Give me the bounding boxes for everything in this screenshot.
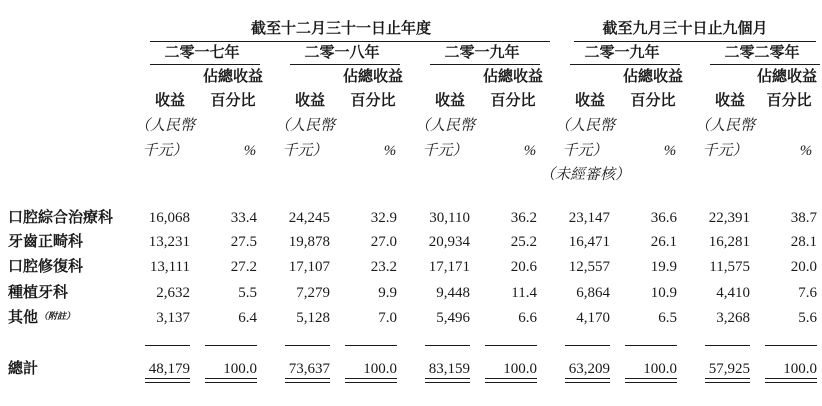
revenue-header: 收益 bbox=[294, 93, 325, 109]
table-cell: 32.9 bbox=[370, 210, 397, 226]
table-cell: 19,878 bbox=[288, 234, 330, 250]
total-double-rule bbox=[625, 378, 677, 383]
table-cell: 10.9 bbox=[650, 285, 677, 301]
row-label-text: 口腔修復科 bbox=[8, 259, 84, 275]
pct-header: 百分比 bbox=[210, 93, 256, 109]
unit-percent: % bbox=[663, 143, 677, 159]
subtotal-rule bbox=[705, 345, 750, 346]
subtotal-rule bbox=[765, 345, 817, 346]
pct-header: 佔總收益 bbox=[756, 69, 817, 85]
table-cell: 16,281 bbox=[708, 234, 750, 250]
table-cell: 7,279 bbox=[296, 285, 330, 301]
pct-header: 佔總收益 bbox=[482, 69, 543, 85]
pct-header: 百分比 bbox=[350, 93, 396, 109]
unaudited-note: （未經審核） bbox=[539, 167, 630, 183]
pct-header: 佔總收益 bbox=[342, 69, 403, 85]
table-cell: 20.0 bbox=[790, 259, 817, 275]
pct-header: 佔總收益 bbox=[622, 69, 683, 85]
revenue-header: 收益 bbox=[714, 93, 745, 109]
table-cell: 27.5 bbox=[230, 234, 257, 250]
table-cell: 17,107 bbox=[288, 259, 330, 275]
table-cell: 100.0 bbox=[643, 361, 677, 377]
subtotal-rule bbox=[565, 345, 610, 346]
table-cell: 30,110 bbox=[429, 210, 470, 226]
unit-rmb: （人民幣 bbox=[134, 118, 195, 134]
table-cell: 7.6 bbox=[798, 285, 817, 301]
table-cell: 100.0 bbox=[503, 361, 537, 377]
period-header-year-end: 截至十二月三十一日止年度 bbox=[250, 21, 431, 37]
pct-header: 百分比 bbox=[630, 93, 676, 109]
table-cell: 36.6 bbox=[650, 210, 677, 226]
table-cell: 24,245 bbox=[288, 210, 330, 226]
subtotal-rule bbox=[425, 345, 470, 346]
row-label bbox=[8, 283, 68, 303]
total-double-rule bbox=[345, 378, 397, 383]
unit-thousand: 千元） bbox=[422, 143, 468, 159]
table-cell: 19.9 bbox=[650, 259, 677, 275]
table-cell: 5.5 bbox=[238, 285, 257, 301]
table-cell: 20,934 bbox=[428, 234, 470, 250]
table-cell: 20.6 bbox=[510, 259, 537, 275]
unit-thousand: 千元） bbox=[142, 143, 188, 159]
unit-thousand: 千元） bbox=[282, 143, 328, 159]
table-cell: 22,391 bbox=[708, 210, 750, 226]
table-cell: 36.2 bbox=[510, 210, 537, 226]
table-cell: 100.0 bbox=[223, 361, 257, 377]
table-cell: 63,209 bbox=[568, 361, 610, 377]
table-cell: 6.6 bbox=[518, 310, 537, 326]
subtotal-rule bbox=[285, 345, 330, 346]
total-double-rule bbox=[765, 378, 817, 383]
unit-rmb: （人民幣 bbox=[274, 118, 335, 134]
row-label-text: 總計 bbox=[8, 361, 39, 377]
table-cell: 23,147 bbox=[568, 210, 610, 226]
revenue-header: 收益 bbox=[574, 93, 605, 109]
table-cell: 16,471 bbox=[568, 234, 610, 250]
year-header: 二零一八年 bbox=[304, 45, 380, 61]
table-cell: 6.4 bbox=[238, 310, 257, 326]
row-label-text: 其他 bbox=[8, 310, 39, 326]
table-cell: 25.2 bbox=[510, 234, 537, 250]
row-label-text: 牙齒正畸科 bbox=[8, 234, 84, 250]
table-cell: 27.2 bbox=[230, 259, 257, 275]
year-rule bbox=[430, 64, 540, 65]
subtotal-rule bbox=[345, 345, 397, 346]
year-rule bbox=[570, 64, 680, 65]
unit-percent: % bbox=[799, 143, 813, 159]
pct-header: 百分比 bbox=[490, 93, 536, 109]
table-cell: 26.1 bbox=[650, 234, 677, 250]
table-cell: 17,171 bbox=[428, 259, 470, 275]
table-cell: 3,137 bbox=[156, 310, 190, 326]
table-cell: 48,179 bbox=[148, 361, 190, 377]
table-cell: 5,496 bbox=[436, 310, 470, 326]
pct-header: 百分比 bbox=[766, 93, 812, 109]
row-label bbox=[8, 232, 83, 252]
total-label bbox=[8, 359, 38, 379]
table-cell: 11.4 bbox=[511, 285, 537, 301]
table-cell: 100.0 bbox=[363, 361, 397, 377]
table-cell: 57,925 bbox=[708, 361, 750, 377]
table-cell: 100.0 bbox=[783, 361, 817, 377]
table-cell: 6,864 bbox=[576, 285, 610, 301]
total-double-rule bbox=[425, 378, 470, 383]
table-cell: 6.5 bbox=[658, 310, 677, 326]
table-cell: 4,410 bbox=[716, 285, 750, 301]
unit-thousand: 千元） bbox=[702, 143, 748, 159]
period-rule-nine-months bbox=[574, 41, 816, 42]
unit-percent: % bbox=[243, 143, 257, 159]
table-cell: 9.9 bbox=[378, 285, 397, 301]
table-cell: 28.1 bbox=[790, 234, 817, 250]
table-cell: 9,448 bbox=[436, 285, 470, 301]
total-double-rule bbox=[205, 378, 257, 383]
row-note: （附註） bbox=[39, 311, 76, 321]
table-cell: 5,128 bbox=[296, 310, 330, 326]
total-double-rule bbox=[285, 378, 330, 383]
unit-rmb: （人民幣 bbox=[414, 118, 475, 134]
pct-header: 佔總收益 bbox=[202, 69, 263, 85]
table-cell: 27.0 bbox=[370, 234, 397, 250]
table-cell: 16,068 bbox=[148, 210, 190, 226]
revenue-header: 收益 bbox=[154, 93, 185, 109]
table-cell: 23.2 bbox=[370, 259, 397, 275]
year-header: 二零二零年 bbox=[724, 45, 800, 61]
year-rule bbox=[710, 64, 820, 65]
table-cell: 4,170 bbox=[576, 310, 610, 326]
row-label-text: 種植牙科 bbox=[8, 285, 69, 301]
year-header: 二零一九年 bbox=[444, 45, 520, 61]
total-double-rule bbox=[145, 378, 190, 383]
subtotal-rule bbox=[485, 345, 537, 346]
period-rule-year-end bbox=[150, 41, 550, 42]
unit-percent: % bbox=[523, 143, 537, 159]
table-cell: 7.0 bbox=[378, 310, 397, 326]
row-label-text: 口腔綜合治療科 bbox=[8, 210, 114, 226]
table-cell: 13,231 bbox=[148, 234, 190, 250]
table-cell: 5.6 bbox=[798, 310, 817, 326]
table-cell: 83,159 bbox=[428, 361, 470, 377]
subtotal-rule bbox=[205, 345, 257, 346]
table-cell: 2,632 bbox=[156, 285, 190, 301]
row-label bbox=[8, 208, 113, 228]
year-rule bbox=[150, 64, 260, 65]
period-header-nine-months: 截至九月三十日止九個月 bbox=[602, 21, 768, 37]
total-double-rule bbox=[485, 378, 537, 383]
subtotal-rule bbox=[625, 345, 677, 346]
unit-rmb: （人民幣 bbox=[694, 118, 755, 134]
total-double-rule bbox=[705, 378, 750, 383]
unit-rmb: （人民幣 bbox=[554, 118, 615, 134]
subtotal-rule bbox=[145, 345, 190, 346]
year-header: 二零一七年 bbox=[164, 45, 240, 61]
unit-thousand: 千元） bbox=[562, 143, 608, 159]
table-cell: 73,637 bbox=[288, 361, 330, 377]
year-rule bbox=[290, 64, 400, 65]
table-cell: 12,557 bbox=[568, 259, 610, 275]
table-cell: 38.7 bbox=[790, 210, 817, 226]
row-label bbox=[8, 308, 75, 328]
unit-percent: % bbox=[383, 143, 397, 159]
row-label bbox=[8, 257, 83, 277]
year-header: 二零一九年 bbox=[584, 45, 660, 61]
table-cell: 11,575 bbox=[709, 259, 750, 275]
table-cell: 3,268 bbox=[716, 310, 750, 326]
revenue-header: 收益 bbox=[434, 93, 465, 109]
table-cell: 13,111 bbox=[149, 259, 190, 275]
total-double-rule bbox=[565, 378, 610, 383]
table-cell: 33.4 bbox=[230, 210, 257, 226]
